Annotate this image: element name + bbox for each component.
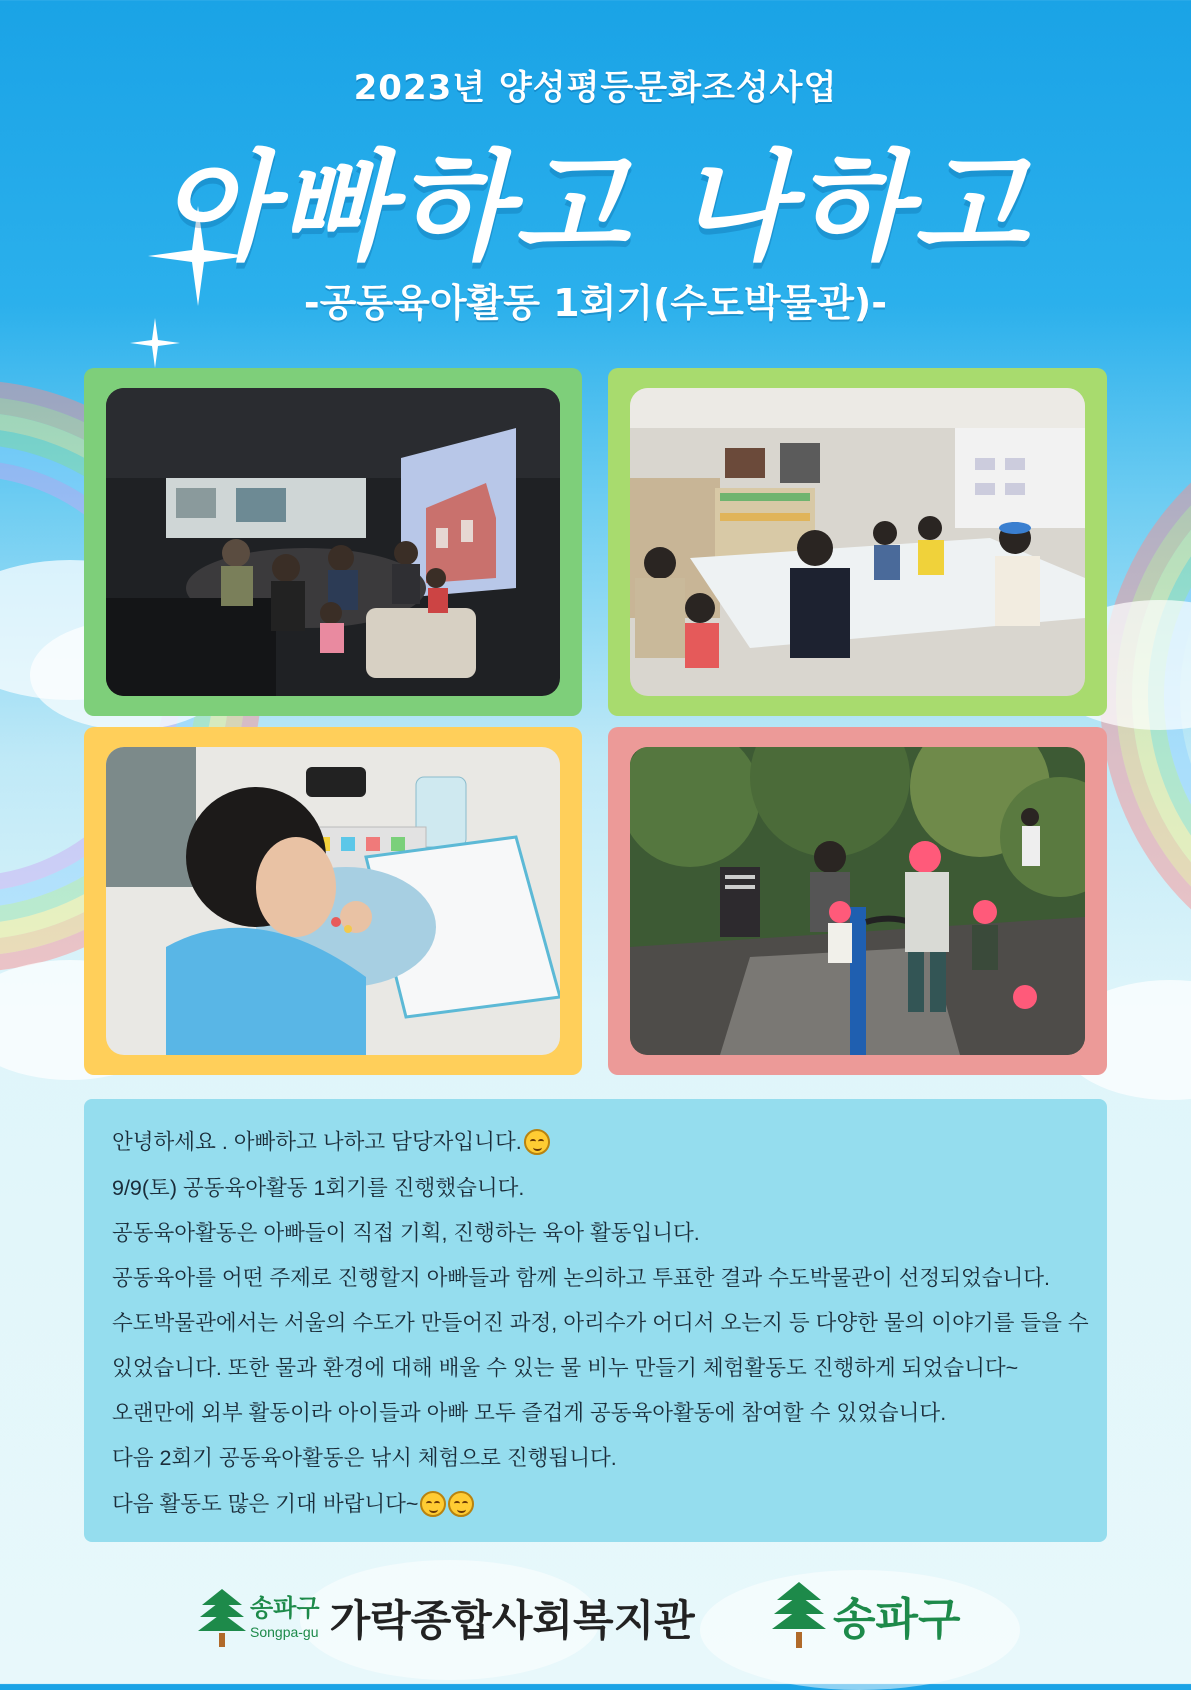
description-line: 9/9(토) 공동육아활동 1회기를 진행했습니다. — [112, 1176, 525, 1200]
description-line: 안녕하세요 . 아빠하고 나하고 담당자입니다. — [112, 1125, 550, 1156]
smiling-face-icon — [448, 1491, 474, 1517]
photo-exhibition-hall — [106, 388, 560, 696]
smiling-face-icon — [420, 1491, 446, 1517]
program-subtitle: 2023년 양성평등문화조성사업 — [353, 68, 838, 108]
district-name-ko: 송파구 — [250, 1595, 320, 1622]
songpa-district-logo — [773, 1582, 961, 1648]
description-line: 수도박물관에서는 서울의 수도가 만들어진 과정, 아리수가 어디서 오는지 등 다양한 물의 이야기를 들을 수 — [112, 1311, 1089, 1335]
pine-tree-icon — [200, 1589, 244, 1647]
smiling-face-icon — [524, 1129, 550, 1155]
description-line: 다음 2회기 공동육아활동은 낚시 체험으로 진행됩니다. — [112, 1446, 617, 1470]
description-line: 공동육아활동은 아빠들이 직접 기획, 진행하는 육아 활동입니다. — [112, 1221, 700, 1245]
description-line: 있었습니다. 또한 물과 환경에 대해 배울 수 있는 물 비누 만들기 체험활동도 진행하게 되었습니다~ — [112, 1356, 1019, 1380]
photo-card-exhibition — [84, 368, 582, 716]
welfare-center-name: 가락종합사회복지관 — [329, 1596, 695, 1645]
photo-card-soap — [84, 727, 582, 1075]
description-line: 공동육아를 어떤 주제로 진행할지 아빠들과 함께 논의하고 투표한 결과 수도박물관이 선정되었습니다. — [112, 1266, 1051, 1290]
photo-card-pump — [608, 727, 1107, 1075]
photo-card-classroom — [608, 368, 1107, 716]
gaerak-welfare-center-logo — [200, 1588, 695, 1648]
pine-tree-icon — [773, 1582, 825, 1648]
photo-child-making-soap — [106, 747, 560, 1055]
description-line: 다음 활동도 많은 기대 바랍니다~ — [112, 1487, 474, 1518]
district-name-en: Songpa-gu — [250, 1624, 319, 1640]
photo-classroom — [630, 388, 1085, 696]
description-line: 오랜만에 외부 활동이라 아이들과 아빠 모두 즐겁게 공동육아활동에 참여할 수 있었습니다. — [112, 1401, 947, 1425]
page-title: 아빠하고 나하고 — [160, 138, 1031, 276]
district-name: 송파구 — [833, 1594, 961, 1645]
session-title: -공동육아활동 1회기(수도박물관)- — [303, 281, 888, 325]
description-box — [84, 1099, 1107, 1542]
photo-water-pump — [630, 747, 1085, 1055]
